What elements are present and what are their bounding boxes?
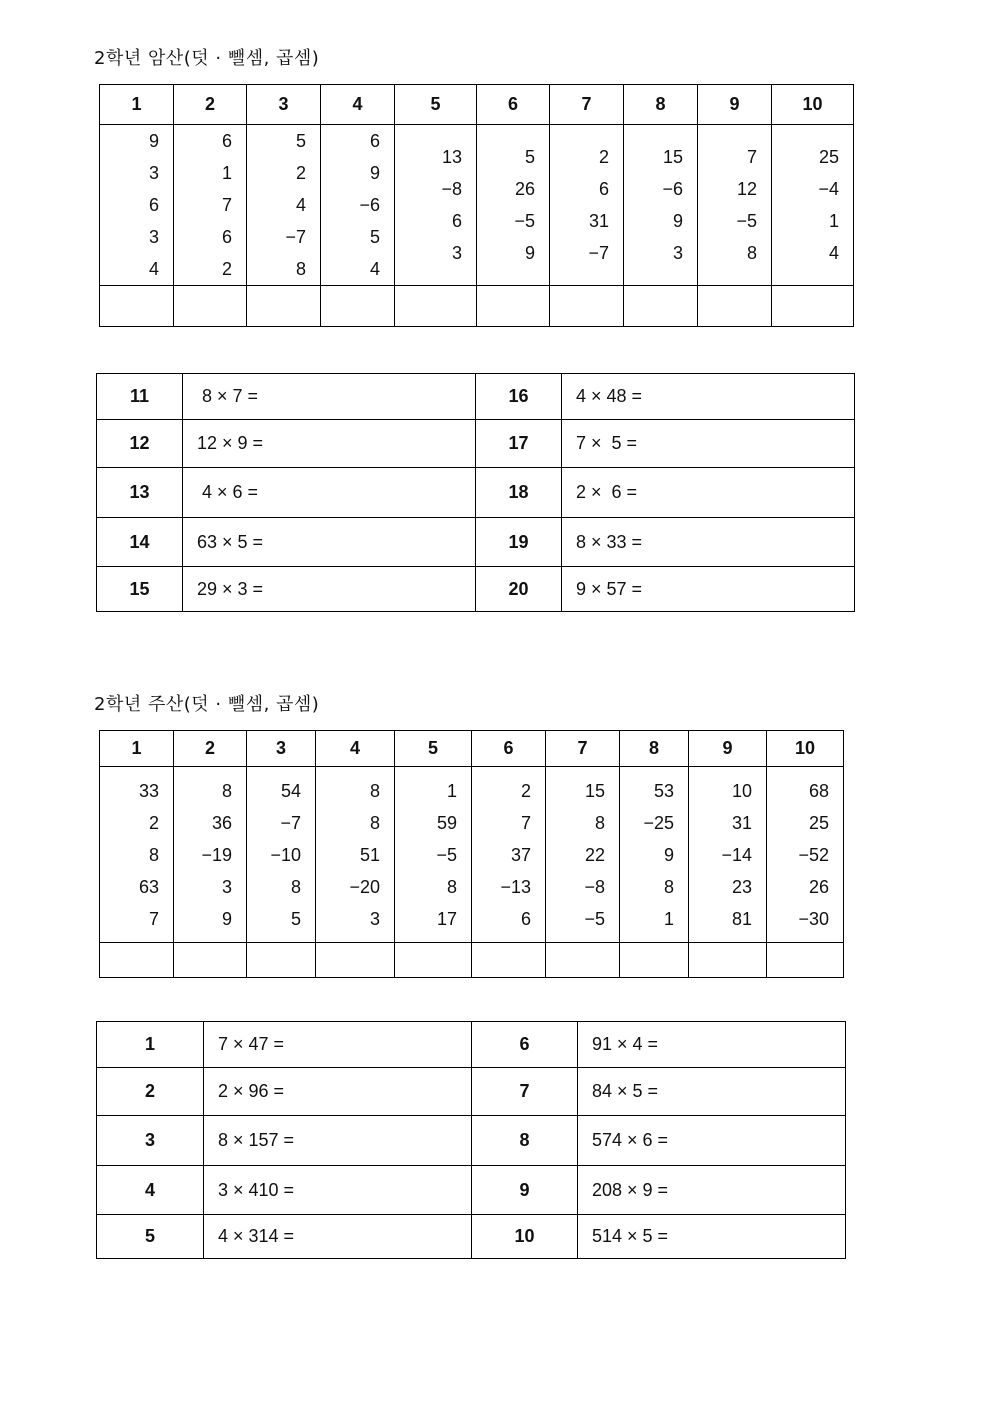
problem-numbers [767,767,844,943]
column-header: 3 [247,85,321,125]
number-value: −7 [280,813,301,833]
column-header: 2 [174,731,247,767]
number-value: 17 [436,909,457,929]
problem-numbers [247,125,321,286]
mental-math-addition-table [99,84,854,327]
table-row [97,420,855,468]
number-value: 5 [369,227,380,247]
number-value: −5 [436,845,457,865]
problem-number: 11 [97,374,183,420]
answer-cell[interactable] [247,943,316,978]
number-value: 9 [369,163,380,183]
answer-cell[interactable] [477,286,550,327]
number-value: 3 [148,227,159,247]
number-value: 8 [446,877,457,897]
answer-cell[interactable] [472,943,546,978]
problem-numbers [100,125,174,286]
number-value: 12 [736,179,757,199]
problem-numbers [316,767,395,943]
number-value: −30 [798,909,829,929]
number-value: 4 [369,259,380,279]
number-value: −52 [798,845,829,865]
problem-number: 1 [97,1022,204,1068]
multiplication-expression[interactable]: 7 × 5 = [562,420,855,468]
problem-number: 14 [97,518,183,567]
number-value: −7 [588,243,609,263]
answer-cell[interactable] [546,943,620,978]
problem-numbers [477,125,550,286]
number-value: 3 [451,243,462,263]
problem-number: 15 [97,567,183,612]
number-value: 33 [138,781,159,801]
number-value: 1 [221,163,232,183]
problem-numbers [546,767,620,943]
number-value: 5 [295,131,306,151]
problem-number: 20 [476,567,562,612]
number-value: −10 [270,845,301,865]
column-header: 1 [100,85,174,125]
column-header: 9 [698,85,772,125]
number-value: 26 [514,179,535,199]
number-value: 6 [369,131,380,151]
problem-numbers [472,767,546,943]
number-value: 59 [436,813,457,833]
column-header: 6 [477,85,550,125]
column-header: 5 [395,85,477,125]
problem-numbers [550,125,624,286]
problem-numbers [100,767,174,943]
number-value: 4 [295,195,306,215]
number-value: 2 [598,147,609,167]
number-value: −13 [500,877,531,897]
multiplication-expression[interactable]: 4 × 48 = [562,374,855,420]
number-value: 5 [290,909,301,929]
problem-number: 17 [476,420,562,468]
multiplication-expression[interactable]: 8 × 33 = [562,518,855,567]
number-value: 7 [221,195,232,215]
number-value: 23 [731,877,752,897]
problem-number: 10 [472,1215,578,1259]
number-value: −20 [349,877,380,897]
number-value: 8 [221,781,232,801]
number-value: 9 [663,845,674,865]
number-value: 51 [359,845,380,865]
number-value: 6 [598,179,609,199]
number-value: 3 [672,243,683,263]
multiplication-expression[interactable]: 4 × 6 = [183,468,476,518]
number-value: 63 [138,877,159,897]
problem-number: 5 [97,1215,204,1259]
answer-cell[interactable] [395,286,477,327]
number-value: 6 [451,211,462,231]
answer-cell[interactable] [767,943,844,978]
column-header: 7 [550,85,624,125]
column-header: 5 [395,731,472,767]
number-value: 5 [524,147,535,167]
column-header: 2 [174,85,247,125]
problem-number: 12 [97,420,183,468]
answer-cell[interactable] [174,943,247,978]
number-value: 13 [441,147,462,167]
table-row [97,1116,846,1166]
table-row [97,1068,846,1116]
number-value: 10 [731,781,752,801]
number-value: −14 [721,845,752,865]
number-value: 2 [520,781,531,801]
column-header: 6 [472,731,546,767]
number-value: −8 [441,179,462,199]
number-value: 8 [290,877,301,897]
problem-numbers [624,125,698,286]
number-value: 15 [662,147,683,167]
problem-numbers [395,767,472,943]
answer-cell[interactable] [550,286,624,327]
abacus-addition-table [99,730,844,978]
problem-numbers [174,767,247,943]
column-header: 10 [772,85,854,125]
number-value: 1 [828,211,839,231]
number-value: −5 [514,211,535,231]
abacus-multiplication-table [96,1021,846,1259]
column-header: 10 [767,731,844,767]
number-value: 9 [221,909,232,929]
multiplication-expression[interactable]: 514 × 5 = [578,1215,846,1259]
multiplication-expression[interactable]: 2 × 6 = [562,468,855,518]
column-header: 4 [316,731,395,767]
answer-cell[interactable] [321,286,395,327]
multiplication-expression[interactable]: 208 × 9 = [578,1166,846,1215]
answer-cell[interactable] [247,286,321,327]
answer-cell[interactable] [174,286,247,327]
column-header: 7 [546,731,620,767]
number-value: 3 [148,163,159,183]
number-value: 26 [808,877,829,897]
number-value: 68 [808,781,829,801]
multiplication-expression[interactable]: 29 × 3 = [183,567,476,612]
number-value: 9 [672,211,683,231]
number-value: −8 [584,877,605,897]
problem-numbers [395,125,477,286]
number-value: 2 [295,163,306,183]
problem-numbers [689,767,767,943]
multiplication-expression[interactable]: 2 × 96 = [204,1068,472,1116]
mental-math-multiplication-table [96,373,855,612]
problem-number: 19 [476,518,562,567]
table-row [97,1215,846,1259]
answer-cell[interactable] [624,286,698,327]
column-header: 9 [689,731,767,767]
problem-number: 16 [476,374,562,420]
multiplication-expression[interactable]: 84 × 5 = [578,1068,846,1116]
number-value: 31 [588,211,609,231]
number-value: 22 [584,845,605,865]
problem-numbers [247,767,316,943]
number-value: −5 [584,909,605,929]
problem-number: 8 [472,1116,578,1166]
answer-cell[interactable] [316,943,395,978]
number-value: 1 [446,781,457,801]
multiplication-expression[interactable]: 4 × 314 = [204,1215,472,1259]
number-value: 8 [295,259,306,279]
number-value: 8 [663,877,674,897]
number-value: −5 [736,211,757,231]
problem-number: 3 [97,1116,204,1166]
number-value: 7 [520,813,531,833]
column-header: 8 [624,85,698,125]
problem-numbers [698,125,772,286]
table-row [97,518,855,567]
answer-cell[interactable] [620,943,689,978]
number-value: −4 [818,179,839,199]
number-value: 6 [221,227,232,247]
number-value: 4 [148,259,159,279]
number-value: 6 [221,131,232,151]
problem-numbers [174,125,247,286]
answer-cell[interactable] [772,286,854,327]
table-row [97,468,855,518]
problem-number: 7 [472,1068,578,1116]
number-value: 25 [818,147,839,167]
column-header: 3 [247,731,316,767]
multiplication-expression[interactable]: 574 × 6 = [578,1116,846,1166]
multiplication-expression[interactable]: 8 × 7 = [183,374,476,420]
number-value: −25 [643,813,674,833]
number-value: 8 [369,781,380,801]
table-row [97,374,855,420]
table-row [97,1022,846,1068]
problem-number: 9 [472,1166,578,1215]
multiplication-expression[interactable]: 63 × 5 = [183,518,476,567]
multiplication-expression[interactable]: 12 × 9 = [183,420,476,468]
multiplication-expression[interactable]: 8 × 157 = [204,1116,472,1166]
number-value: 6 [520,909,531,929]
problem-number: 18 [476,468,562,518]
problem-number: 2 [97,1068,204,1116]
multiplication-expression[interactable]: 9 × 57 = [562,567,855,612]
column-header: 4 [321,85,395,125]
table-row [97,1166,846,1215]
problem-numbers [620,767,689,943]
number-value: 2 [148,813,159,833]
answer-cell[interactable] [395,943,472,978]
number-value: 8 [148,845,159,865]
number-value: 2 [221,259,232,279]
number-value: 54 [280,781,301,801]
number-value: 1 [663,909,674,929]
problem-number: 13 [97,468,183,518]
answer-cell[interactable] [689,943,767,978]
number-value: 37 [510,845,531,865]
multiplication-expression[interactable]: 7 × 47 = [204,1022,472,1068]
problem-number: 4 [97,1166,204,1215]
problem-numbers [321,125,395,286]
number-value: 8 [746,243,757,263]
number-value: −19 [201,845,232,865]
table-row [97,567,855,612]
number-value: −6 [359,195,380,215]
multiplication-expression[interactable]: 3 × 410 = [204,1166,472,1215]
multiplication-expression[interactable]: 91 × 4 = [578,1022,846,1068]
problem-number: 6 [472,1022,578,1068]
number-value: 9 [148,131,159,151]
number-value: 8 [594,813,605,833]
column-header: 8 [620,731,689,767]
answer-cell[interactable] [100,943,174,978]
number-value: 36 [211,813,232,833]
number-value: 7 [148,909,159,929]
answer-cell[interactable] [698,286,772,327]
number-value: 25 [808,813,829,833]
number-value: 53 [653,781,674,801]
number-value: 3 [221,877,232,897]
number-value: 81 [731,909,752,929]
number-value: 3 [369,909,380,929]
number-value: 7 [746,147,757,167]
answer-cell[interactable] [100,286,174,327]
number-value: 9 [524,243,535,263]
number-value: 31 [731,813,752,833]
problem-numbers [772,125,854,286]
number-value: −7 [285,227,306,247]
number-value: 15 [584,781,605,801]
number-value: 6 [148,195,159,215]
column-header: 1 [100,731,174,767]
number-value: −6 [662,179,683,199]
number-value: 8 [369,813,380,833]
number-value: 4 [828,243,839,263]
section1-title: 2학년 암산(덧 · 뺄셈, 곱셈) [94,48,320,69]
section2-title: 2학년 주산(덧 · 뺄셈, 곱셈) [94,694,320,715]
